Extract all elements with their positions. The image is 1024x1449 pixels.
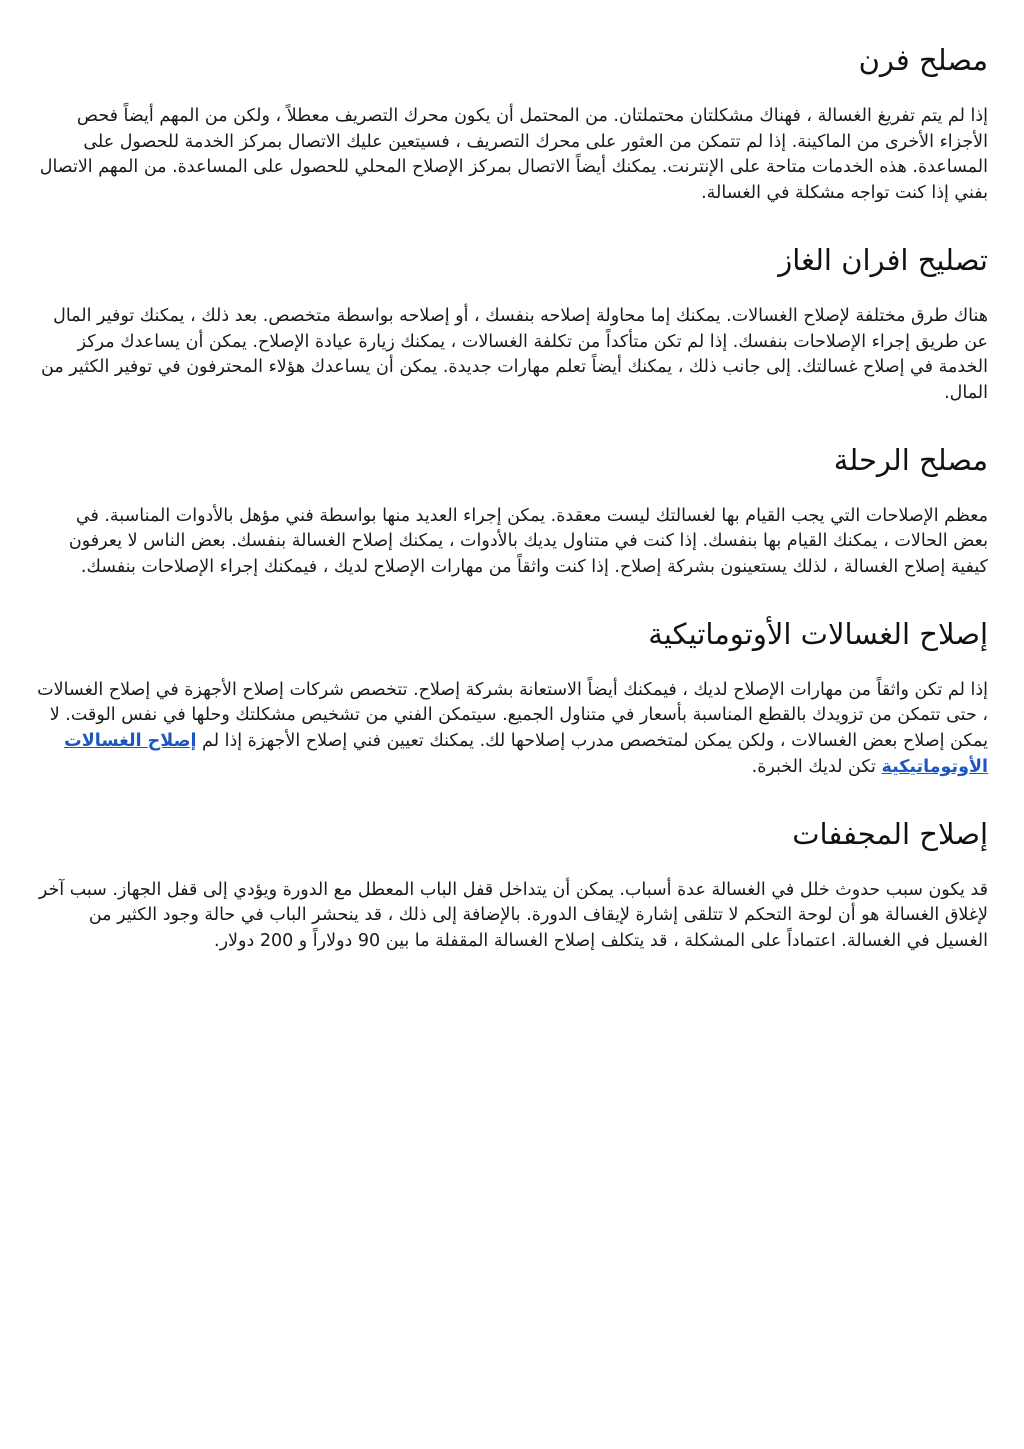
section-gas-oven-repair	[36, 240, 988, 407]
section-automatic-washer-repair	[36, 614, 988, 781]
section-paragraph: هناك طرق مختلفة لإصلاح الغسالات. يمكنك إما محاولة إصلاحه بنفسك ، أو إصلاحه بواسطة متخصص. بعد ذلك ، يمكنك توفير المال عن طريق إجراء الإصلاحات بنفسك. إذا لم تكن متأكداً من تكلفة الغسالات ، يمكنك زيارة عيادة الإصلاح. يمكن أن يساعدك مركز الخدمة في إصلاح غسالتك. إلى جانب ذلك ، يمكنك أيضاً تعلم مهارات جديدة. يمكن أن يساعدك هؤلاء المحترفون في توفير الكثير من المال.	[41, 305, 988, 403]
section-heading: إصلاح المجففات	[792, 816, 988, 851]
section-paragraph: إذا لم يتم تفريغ الغسالة ، فهناك مشكلتان محتملتان. من المحتمل أن يكون محرك التصريف معطلاً ، ولكن من المهم أيضاً فحص الأجزاء الأخرى من الماكينة. إذا لم تتمكن من العثور على محرك التصريف ، فسيتعين عليك الاتصال بمركز الخدمة للحصول على المساعدة. هذه الخدمات متاحة على الإنترنت. يمكنك أيضاً الاتصال بمركز الإصلاح المحلي للحصول على المساعدة. من المهم الاتصال بفني إذا كنت تواجه مشكلة في الغسالة.	[39, 106, 988, 204]
section-paragraph: قد يكون سبب حدوث خلل في الغسالة عدة أسباب. يمكن أن يتداخل قفل الباب المعطل مع الدورة ويؤدي إلى قفل الجهاز. سبب آخر لإغلاق الغسالة هو أن لوحة التحكم لا تتلقى إشارة لإيقاف الدورة. بالإضافة إلى ذلك ، قد ينحشر الباب في حالة وجود الكثير من الغسيل في الغسالة. اعتماداً على المشكلة ، قد يتكلف إصلاح الغسالة المقفلة ما بين 90 دولاراً و 200 دولار.	[38, 879, 988, 951]
section-paragraph	[36, 678, 988, 781]
section-dryer-repair	[36, 814, 988, 955]
paragraph-text-after-link: تكن لديك الخبرة.	[751, 756, 882, 777]
section-heading: مصلح الرحلة	[833, 442, 988, 477]
section-heading: إصلاح الغسالات الأوتوماتيكية	[648, 616, 988, 651]
section-heading: تصليح افران الغاز	[778, 242, 988, 277]
section-oven-repairer	[36, 40, 988, 207]
section-paragraph: معظم الإصلاحات التي يجب القيام بها لغسالتك ليست معقدة. يمكن إجراء العديد منها بواسطة فني مؤهل بالأدوات المناسبة. في بعض الحالات ، يمكنك القيام بها بنفسك. إذا كنت في متناول يديك بالأدوات ، يمكنك إصلاح الغسالة بنفسك. بعض الناس لا يعرفون كيفية إصلاح الغسالة ، لذلك يستعينون بشركة إصلاح. إذا كنت واثقاً من مهارات الإصلاح لديك ، فيمكنك إجراء الإصلاحات بنفسك.	[68, 505, 988, 578]
section-trip-repairer	[36, 440, 988, 581]
paragraph-text-before-link: إذا لم تكن واثقاً من مهارات الإصلاح لديك ، فيمكنك أيضاً الاستعانة بشركة إصلاح. تتخصص شركات إصلاح الأجهزة في إصلاح الغسالات ، حتى تتمكن من تزويدك بالقطع المناسبة بأسعار في متناول الجميع. سيتمكن الفني من تشخيص مشكلتك وحلها في نفس الوقت. لا يمكن إصلاح بعض الغسالات ، ولكن يمكن لمتخصص مدرب إصلاحها لك. يمكنك تعيين فني إصلاح الأجهزة إذا لم	[37, 679, 988, 752]
section-heading: مصلح فرن	[858, 43, 988, 77]
automatic-washer-repair-link[interactable]: إصلاح الغسالات الأوتوماتيكية	[64, 731, 988, 777]
